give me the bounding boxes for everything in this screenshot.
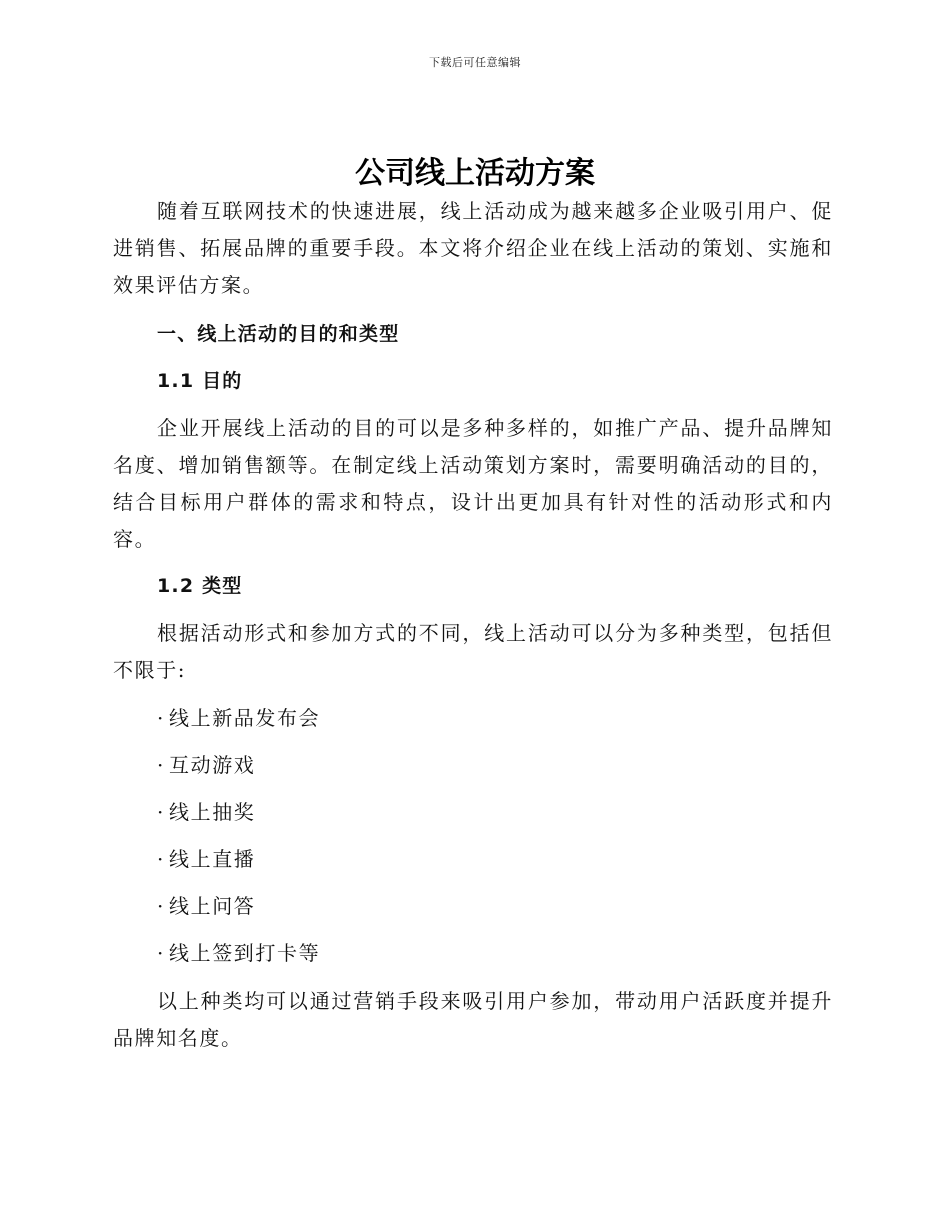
types-list <box>113 695 833 977</box>
list-item-text: 线上直播 <box>169 847 256 871</box>
list-item-text: 线上问答 <box>169 894 256 918</box>
list-item-text: 线上抽奖 <box>169 800 256 824</box>
list-item <box>113 883 833 930</box>
section-heading: 一、线上活动的目的和类型 <box>157 323 400 345</box>
list-item-text: 线上签到打卡等 <box>169 941 321 965</box>
bullet-mark: · <box>157 706 165 730</box>
list-item <box>113 742 833 789</box>
bullet-mark: · <box>157 847 165 871</box>
bullet-mark: · <box>157 894 165 918</box>
list-item <box>113 836 833 883</box>
subsection-heading-types: 1.2 类型 <box>157 575 243 597</box>
list-item <box>113 930 833 977</box>
subsection-heading-purpose: 1.1 目的 <box>157 370 243 392</box>
bullet-mark: · <box>157 941 165 965</box>
types-paragraph: 根据活动形式和参加方式的不同，线上活动可以分为多种类型，包括但不限于: <box>113 621 833 682</box>
purpose-paragraph: 企业开展线上活动的目的可以是多种多样的，如推广产品、提升品牌知名度、增加销售额等。在制定线上活动策划方案时，需要明确活动的目的，结合目标用户群体的需求和特点，设计出更加具有针对性的活动形式和内容。 <box>113 416 833 551</box>
list-item <box>113 789 833 836</box>
closing-paragraph: 以上种类均可以通过营销手段来吸引用户参加，带动用户活跃度并提升品牌知名度。 <box>113 989 833 1050</box>
header-note: 下载后可任意编辑 <box>429 56 521 69</box>
bullet-mark: · <box>157 753 165 777</box>
bullet-mark: · <box>157 800 165 824</box>
list-item <box>113 695 833 742</box>
document-title: 公司线上活动方案 <box>355 156 595 191</box>
intro-paragraph: 随着互联网技术的快速进展，线上活动成为越来越多企业吸引用户、促进销售、拓展品牌的重要手段。本文将介绍企业在线上活动的策划、实施和效果评估方案。 <box>113 199 833 297</box>
list-item-text: 线上新品发布会 <box>169 706 321 730</box>
list-item-text: 互动游戏 <box>169 753 256 777</box>
document-body <box>113 193 833 1057</box>
